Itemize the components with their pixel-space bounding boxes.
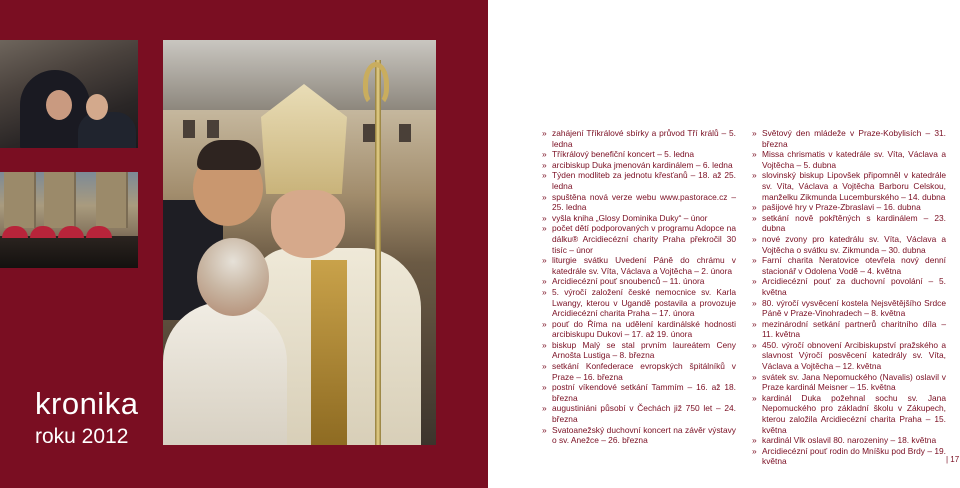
chronicle-column-right bbox=[752, 128, 946, 467]
chronicle-item-text: 80. výročí vysvěcení kostela Nejsvětějšího Srdce Páně v Praze-Vinohradech – 8. května bbox=[762, 297, 946, 319]
photo-procession-umbrellas bbox=[0, 172, 138, 268]
bullet-icon: » bbox=[542, 223, 547, 234]
chronicle-item bbox=[752, 276, 946, 297]
chronicle-item bbox=[542, 255, 736, 276]
bullet-icon: » bbox=[752, 371, 757, 382]
chronicle-item bbox=[542, 213, 736, 224]
chronicle-item-text: kardinál Vlk oslavil 80. narozeniny – 18. května bbox=[762, 435, 937, 446]
chronicle-item-text: augustiniáni působí v Čechách již 750 let – 24. března bbox=[552, 403, 736, 425]
chronicle-item bbox=[752, 340, 946, 372]
chronicle-item bbox=[542, 319, 736, 340]
bullet-icon: » bbox=[542, 276, 547, 287]
title-kronika: kronika bbox=[35, 386, 139, 421]
bullet-icon: » bbox=[542, 382, 547, 393]
chronicle-item bbox=[542, 340, 736, 361]
bullet-icon: » bbox=[542, 424, 547, 435]
photo-cardinal-greeting bbox=[163, 40, 436, 445]
chronicle-item bbox=[752, 149, 946, 170]
bullet-icon: » bbox=[752, 297, 757, 308]
bullet-icon: » bbox=[542, 361, 547, 372]
bullet-icon: » bbox=[542, 403, 547, 414]
chronicle-item bbox=[542, 276, 736, 287]
chronicle-item bbox=[542, 361, 736, 382]
bullet-icon: » bbox=[542, 286, 547, 297]
chronicle-item-text: liturgie svátku Uvedení Páně do chrámu v katedrále sv. Víta, Václava a Vojtěcha – 2. února bbox=[552, 255, 736, 276]
chronicle-item-text: Arcidiecézní pouť snoubenců – 11. února bbox=[552, 276, 705, 287]
chronicle-column-left bbox=[542, 128, 736, 446]
bullet-icon: » bbox=[752, 128, 757, 138]
bullet-icon: » bbox=[752, 202, 757, 213]
chronicle-item bbox=[542, 149, 736, 160]
chronicle-item bbox=[752, 435, 946, 446]
chronicle-item-text: biskup Malý se stal prvním laureátem Ceny Arnošta Lustiga – 8. března bbox=[552, 339, 736, 361]
chronicle-item-text: zahájení Tříkrálové sbírky a průvod Tří králů – 5. ledna bbox=[552, 128, 736, 149]
chronicle-item-text: Missa chrismatis v katedrále sv. Víta, Václava a Vojtěcha – 5. dubna bbox=[762, 149, 946, 170]
bullet-icon: » bbox=[752, 392, 757, 403]
chronicle-item bbox=[752, 393, 946, 435]
bullet-icon: » bbox=[542, 159, 547, 170]
bullet-icon: » bbox=[542, 191, 547, 202]
chronicle-item bbox=[752, 255, 946, 276]
chronicle-item-text: Farní charita Neratovice otevřela nový denní stacionář v Odolena Vodě – 4. května bbox=[762, 255, 946, 276]
chronicle-item bbox=[752, 446, 946, 467]
chronicle-item-text: spuštěna nová verze webu www.pastorace.cz – 25. ledna bbox=[552, 191, 736, 213]
chronicle-item bbox=[542, 287, 736, 319]
chronicle-item-text: Světový den mládeže v Praze-Kobylisích – 31. března bbox=[762, 128, 946, 149]
chronicle-item bbox=[752, 298, 946, 319]
chronicle-item bbox=[752, 234, 946, 255]
chronicle-item-text: setkání Konfederace evropských špitálníků v Praze – 16. března bbox=[552, 361, 736, 382]
chronicle-item-text: pašijové hry v Praze-Zbraslavi – 16. dubna bbox=[762, 202, 921, 213]
bullet-icon: » bbox=[752, 435, 757, 446]
chronicle-item-text: Tříkrálový benefiční koncert – 5. ledna bbox=[552, 149, 694, 160]
title-year: roku 2012 bbox=[35, 425, 129, 448]
chronicle-item bbox=[752, 319, 946, 340]
chronicle-item-text: nové zvony pro katedrálu sv. Víta, Václava a Vojtěcha o svátku sv. Zikmunda – 30. dubna bbox=[762, 233, 946, 255]
chronicle-item bbox=[542, 223, 736, 255]
bullet-icon: » bbox=[752, 233, 757, 244]
photo-cardinal-blessing bbox=[0, 40, 138, 148]
chronicle-item bbox=[542, 403, 736, 424]
chronicle-item-text: 5. výročí založení české nemocnice sv. Karla Lwangy, kterou v Ugandě postavila a provozuje Arcidiecézní charita Praha – 17. února bbox=[552, 286, 736, 319]
bullet-icon: » bbox=[752, 318, 757, 329]
bullet-icon: » bbox=[542, 255, 547, 266]
chronicle-item-text: slovinský biskup Lipovšek připomněl v katedrále sv. Víta, Václava a Vojtěcha Barboru Celskou, manželku Zikmunda Lucemburského – 14. dubna bbox=[762, 170, 946, 202]
chronicle-item-text: 450. výročí obnovení Arcibiskupství pražského a slavnost Výročí posvěcení katedrály sv. Víta, Václava a Vojtěcha – 12. května bbox=[762, 339, 946, 372]
chronicle-item bbox=[542, 170, 736, 191]
bullet-icon: » bbox=[542, 128, 547, 138]
chronicle-item bbox=[542, 382, 736, 403]
chronicle-item-text: Arcidiecézní pouť rodin do Mníšku pod Brdy – 19. května bbox=[762, 445, 946, 467]
chronicle-item bbox=[752, 128, 946, 149]
chronicle-item bbox=[752, 372, 946, 393]
chronicle-item-text: počet dětí podporovaných v programu Adopce na dálku® Arcidiecézní charity Praha překročil 30 tisíc – únor bbox=[552, 223, 736, 255]
chronicle-item bbox=[752, 202, 946, 213]
chronicle-item-text: svátek sv. Jana Nepomuckého (Navalis) oslavil v Praze kardinál Meisner – 15. května bbox=[762, 371, 946, 393]
chronicle-item bbox=[542, 128, 736, 149]
bullet-icon: » bbox=[752, 276, 757, 287]
chronicle-item-text: vyšla kniha „Glosy Dominika Duky“ – únor bbox=[552, 212, 708, 223]
chronicle-item-text: kardinál Duka požehnal sochu sv. Jana Nepomuckého pro základní školu v Zákupech, kterou založila Arcidiecézní charita Praha – 15. května bbox=[762, 392, 946, 435]
bullet-icon: » bbox=[542, 339, 547, 350]
chronicle-item-text: postní víkendové setkání Tammím – 16. až 18. března bbox=[552, 382, 736, 403]
bullet-icon: » bbox=[542, 170, 547, 181]
chronicle-item bbox=[542, 425, 736, 446]
bullet-icon: » bbox=[752, 212, 757, 223]
chronicle-item-text: Týden modliteb za jednotu křesťanů – 18. až 25. ledna bbox=[552, 170, 736, 191]
chronicle-item bbox=[752, 170, 946, 202]
chronicle-item-text: mezinárodní setkání partnerů charitního díla – 11. května bbox=[762, 318, 946, 340]
chronicle-item bbox=[542, 192, 736, 213]
chronicle-item-text: Svatoanežský duchovní koncert na závěr výstavy o sv. Anežce – 26. března bbox=[552, 424, 736, 446]
chronicle-item-text: pouť do Říma na udělení kardinálské hodnosti arcibiskupu Dukovi – 17. až 19. února bbox=[552, 318, 736, 340]
page-number: | 17 bbox=[946, 455, 960, 464]
chronicle-item bbox=[542, 160, 736, 171]
bullet-icon: » bbox=[752, 445, 757, 456]
bullet-icon: » bbox=[752, 255, 757, 266]
bullet-icon: » bbox=[542, 212, 547, 223]
chronicle-item-text: setkání nově pokřtěných s kardinálem – 23. dubna bbox=[762, 212, 946, 234]
bullet-icon: » bbox=[752, 149, 757, 160]
bullet-icon: » bbox=[752, 339, 757, 350]
bullet-icon: » bbox=[542, 149, 547, 160]
chronicle-item-text: arcibiskup Duka jmenován kardinálem – 6. ledna bbox=[552, 159, 733, 170]
chronicle-item bbox=[752, 213, 946, 234]
bullet-icon: » bbox=[752, 170, 757, 181]
bullet-icon: » bbox=[542, 318, 547, 329]
chronicle-item-text: Arcidiecézní pouť za duchovní povolání – 5. května bbox=[762, 276, 946, 297]
